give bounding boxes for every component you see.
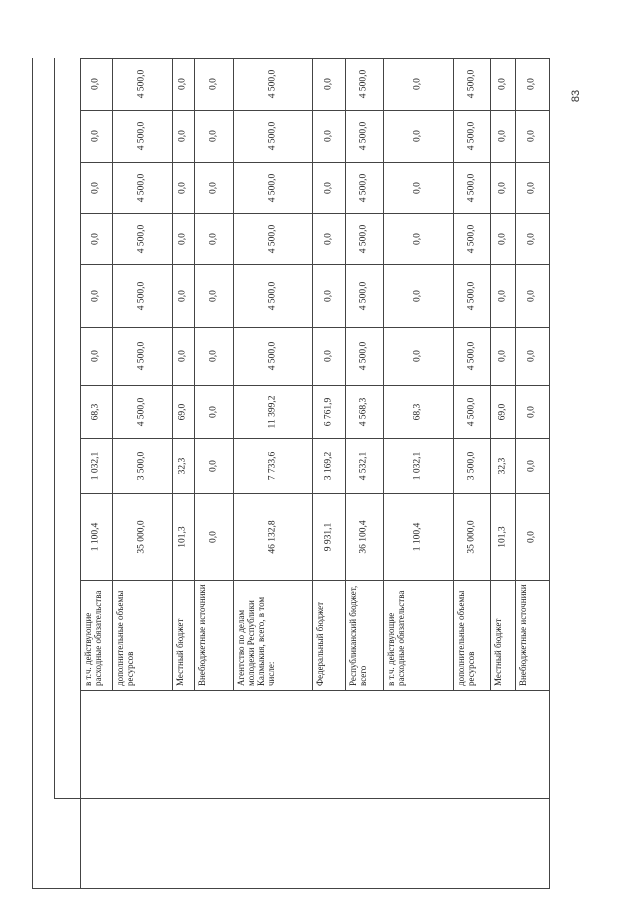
table-rule bbox=[80, 213, 549, 214]
table-cell: 0,0 bbox=[526, 78, 537, 90]
table-cell: 101,3 bbox=[177, 525, 188, 548]
table-rule bbox=[453, 58, 454, 690]
table-cell: 9 931,1 bbox=[323, 522, 333, 551]
table-cell: 4 500,0 bbox=[466, 281, 476, 310]
table-rule bbox=[345, 58, 346, 690]
table-cell: 1 100,4 bbox=[412, 522, 423, 551]
table-cell: 0,0 bbox=[323, 130, 333, 142]
row-label: Республиканский бюджет, всего bbox=[348, 585, 368, 686]
table-cell: 4 500,0 bbox=[267, 173, 277, 202]
table-cell: 0,0 bbox=[208, 130, 218, 142]
table-cell: 3 500,0 bbox=[466, 451, 476, 480]
table-cell: 0,0 bbox=[177, 78, 188, 90]
table-cell: 0,0 bbox=[526, 181, 537, 194]
table-cell: 69,0 bbox=[177, 403, 188, 420]
table-rule bbox=[80, 580, 549, 581]
table-cell: 68,3 bbox=[412, 403, 423, 420]
table-cell: 4 500,0 bbox=[466, 173, 476, 202]
table-cell: 0,0 bbox=[177, 289, 188, 302]
table-cell: 0,0 bbox=[497, 78, 507, 90]
table-cell: 4 500,0 bbox=[358, 224, 369, 253]
table-cell: 0,0 bbox=[90, 181, 101, 194]
row-label: Внебюджетные источники bbox=[518, 584, 528, 686]
table-cell: 1 032,1 bbox=[412, 451, 423, 480]
table-cell: 7 733,6 bbox=[267, 451, 277, 480]
row-label: Местный бюджет bbox=[175, 618, 185, 686]
table-cell: 0,0 bbox=[412, 289, 423, 302]
table-cell: 4 500,0 bbox=[267, 224, 277, 253]
table-cell: 0,0 bbox=[526, 350, 537, 362]
table-rule bbox=[54, 58, 55, 798]
table-cell: 4 500,0 bbox=[358, 173, 369, 202]
table-cell: 32,3 bbox=[177, 457, 188, 474]
row-label: в т.ч. действующие расходные обязательства bbox=[386, 590, 406, 686]
table-cell: 4 500,0 bbox=[358, 281, 369, 310]
row-label: дополнительные объемы ресурсов bbox=[115, 590, 135, 686]
table-cell: 4 500,0 bbox=[466, 224, 476, 253]
table-cell: 3 169,2 bbox=[323, 451, 333, 480]
table-cell: 0,0 bbox=[208, 350, 218, 362]
table-cell: 0,0 bbox=[90, 130, 101, 142]
row-label: Внебюджетные источники bbox=[197, 584, 207, 686]
table-cell: 0,0 bbox=[323, 350, 333, 362]
page-number: 83 bbox=[570, 89, 582, 103]
table-cell: 1 032,1 bbox=[90, 451, 101, 480]
table-cell: 0,0 bbox=[208, 289, 218, 302]
table-cell: 0,0 bbox=[90, 78, 101, 90]
table-rule bbox=[80, 438, 549, 439]
row-label: Агентство по делам молодежи Республики Калмыкия, всего, в том числе: bbox=[236, 596, 276, 686]
table-cell: 0,0 bbox=[323, 289, 333, 302]
table-cell: 0,0 bbox=[497, 350, 507, 362]
table-cell: 0,0 bbox=[412, 232, 423, 245]
table-cell: 0,0 bbox=[412, 350, 423, 362]
table-cell: 46 132,8 bbox=[267, 519, 277, 554]
table-cell: 101,3 bbox=[497, 525, 507, 548]
table-cell: 4 500,0 bbox=[136, 341, 147, 371]
table-cell: 0,0 bbox=[412, 78, 423, 90]
table-cell: 0,0 bbox=[208, 530, 218, 543]
table-cell: 4 500,0 bbox=[267, 69, 277, 99]
table-rule bbox=[80, 162, 549, 163]
table-cell: 0,0 bbox=[412, 130, 423, 142]
table-cell: 0,0 bbox=[526, 530, 537, 543]
table-cell: 0,0 bbox=[323, 232, 333, 245]
table-cell: 0,0 bbox=[526, 405, 537, 418]
table-cell: 69,0 bbox=[497, 403, 507, 420]
table-cell: 0,0 bbox=[90, 289, 101, 302]
table-cell: 4 500,0 bbox=[136, 121, 147, 151]
table-rule bbox=[194, 58, 195, 690]
table-cell: 4 500,0 bbox=[136, 224, 147, 253]
table-cell: 0,0 bbox=[526, 289, 537, 302]
table-cell: 0,0 bbox=[526, 459, 537, 472]
table-rule bbox=[80, 327, 549, 328]
table-cell: 4 500,0 bbox=[358, 341, 369, 371]
table-cell: 4 500,0 bbox=[466, 69, 476, 99]
table-cell: 4 500,0 bbox=[466, 121, 476, 151]
table-cell: 0,0 bbox=[177, 350, 188, 362]
table-cell: 4 500,0 bbox=[466, 397, 476, 426]
row-label: в т.ч. действующие расходные обязательства bbox=[83, 590, 103, 686]
table-cell: 0,0 bbox=[497, 289, 507, 302]
table-cell: 4 500,0 bbox=[466, 341, 476, 371]
table-cell: 4 568,3 bbox=[358, 397, 369, 426]
table-rule bbox=[32, 888, 550, 889]
table-cell: 0,0 bbox=[177, 181, 188, 194]
row-label: дополнительные объемы ресурсов bbox=[456, 590, 476, 686]
row-label: Местный бюджет bbox=[493, 618, 503, 686]
table-cell: 0,0 bbox=[208, 181, 218, 194]
table-cell: 0,0 bbox=[177, 232, 188, 245]
table-cell: 0,0 bbox=[497, 181, 507, 194]
table-rule bbox=[80, 58, 81, 888]
table-cell: 6 761,9 bbox=[323, 397, 333, 426]
table-cell: 0,0 bbox=[323, 181, 333, 194]
table-rule bbox=[80, 58, 549, 59]
table-rule bbox=[80, 690, 549, 691]
table-cell: 4 500,0 bbox=[267, 121, 277, 151]
table-cell: 0,0 bbox=[90, 232, 101, 245]
table-cell: 0,0 bbox=[208, 232, 218, 245]
table-cell: 4 532,1 bbox=[358, 451, 369, 480]
table-cell: 0,0 bbox=[497, 232, 507, 245]
table-cell: 32,3 bbox=[497, 457, 507, 474]
table-rule bbox=[80, 264, 549, 265]
table-cell: 0,0 bbox=[90, 350, 101, 362]
table-rule bbox=[80, 493, 549, 494]
table-cell: 4 500,0 bbox=[136, 69, 147, 99]
table-rule bbox=[312, 58, 313, 690]
table-rule bbox=[80, 385, 549, 386]
table-cell: 4 500,0 bbox=[358, 69, 369, 99]
table-cell: 4 500,0 bbox=[358, 121, 369, 151]
table-rule bbox=[32, 58, 33, 888]
table-cell: 35 000,0 bbox=[136, 519, 147, 554]
table-rule bbox=[490, 58, 491, 690]
table-cell: 1 100,4 bbox=[90, 522, 101, 551]
table-cell: 0,0 bbox=[323, 78, 333, 90]
table-rule bbox=[383, 58, 384, 690]
table-cell: 35 000,0 bbox=[466, 519, 476, 554]
table-cell: 4 500,0 bbox=[267, 281, 277, 310]
table-cell: 0,0 bbox=[526, 232, 537, 245]
table-cell: 0,0 bbox=[177, 130, 188, 142]
table-cell: 4 500,0 bbox=[136, 397, 147, 426]
table-rule bbox=[233, 58, 234, 690]
table-rule bbox=[54, 798, 550, 799]
table-cell: 0,0 bbox=[497, 130, 507, 142]
table-rule bbox=[112, 58, 113, 690]
table-cell: 4 500,0 bbox=[136, 173, 147, 202]
table-cell: 4 500,0 bbox=[267, 341, 277, 371]
table-rule bbox=[515, 58, 516, 690]
table-cell: 3 500,0 bbox=[136, 451, 147, 480]
row-label: Федеральный бюджет bbox=[315, 601, 325, 686]
table-cell: 36 100,4 bbox=[358, 519, 369, 554]
table-cell: 0,0 bbox=[208, 459, 218, 472]
table-rule bbox=[80, 110, 549, 111]
table-cell: 0,0 bbox=[526, 130, 537, 142]
table-cell: 0,0 bbox=[412, 181, 423, 194]
table-rule bbox=[172, 58, 173, 690]
table-cell: 0,0 bbox=[208, 78, 218, 90]
table-cell: 68,3 bbox=[90, 403, 101, 420]
table-cell: 4 500,0 bbox=[136, 281, 147, 310]
table-rule bbox=[549, 58, 550, 888]
table-cell: 0,0 bbox=[208, 405, 218, 418]
table-cell: 11 399,2 bbox=[267, 395, 277, 428]
